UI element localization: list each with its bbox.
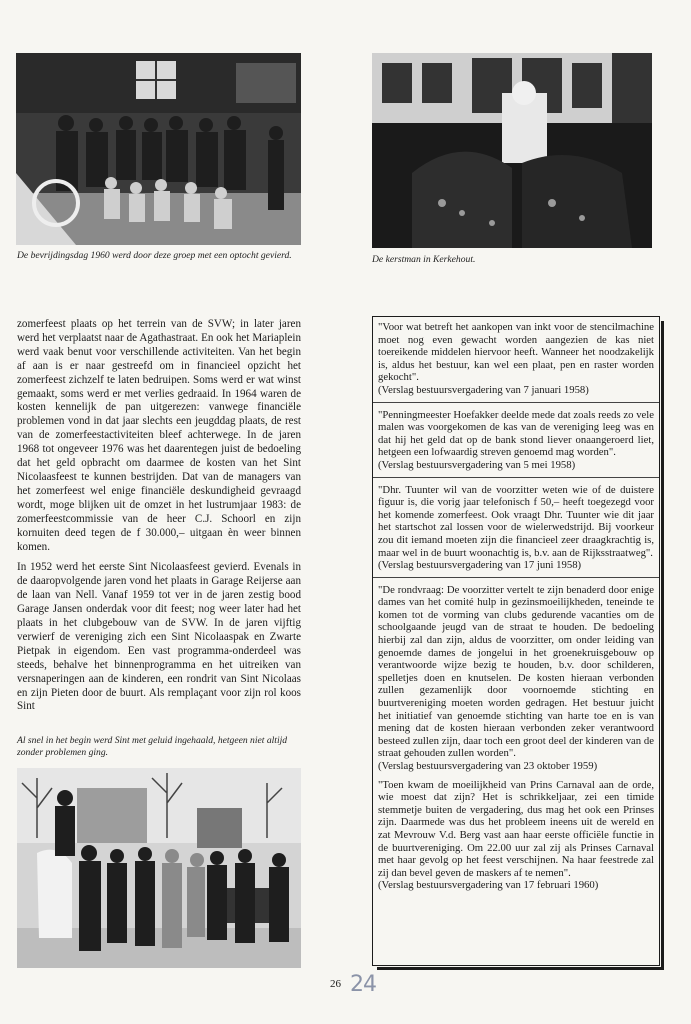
minutes-quotes-box — [372, 316, 660, 966]
caption-santa-kerkehout: De kerstman in Kerkehout. — [372, 254, 476, 265]
quote-text: "Toen kwam de moeilijkheid van Prins Carnaval aan de orde, wie moest dat zijn? Het is schrikkeljaar, zei een timide stemmetje buiten de vergadering, dus mag het ook een Prinses zijn. Daarmede was dus het probleem ineens uit de wereld en zat Mevrouw V.d. Berg vast aan haar eerste officiële functie in de buurtvereniging. Om 22.00 uur zal zij als Prinses Carnaval met haar gevolg op het feest verschijnen. Na haar feestrede zal zij dan bevel geven de maskers af te nemen". — [378, 778, 654, 879]
quote-source: (Verslag bestuursvergadering van 7 januari 1958) — [378, 383, 589, 396]
caption-sint-arrival: Al snel in het begin werd Sint met geluid ingehaald, hetgeen niet altijd zonder problemen ging. — [17, 735, 288, 758]
quote-divider — [373, 577, 659, 578]
minutes-quote — [378, 409, 654, 478]
minutes-quote — [378, 779, 654, 892]
quote-text: "Voor wat betreft het aankopen van inkt voor de stencilmachine moet nog even gewacht worden aangezien de kas niet toereikende middelen hiervoor heeft. Wanneer het noodzakelijk is, aldus het bestuur, kan wel een plaat, pen en raster worden gekocht". — [378, 321, 654, 384]
minutes-quote — [378, 321, 654, 403]
quote-divider — [373, 402, 659, 403]
quote-text: "De rondvraag: De voorzitter vertelt te zijn benaderd door enige dames van het comité hulp in gezinsmoeilijkheden, teneinde te komen tot de vorming van clubs gedurende vacanties om de schoolgaande jeugd van de straat te houden. De bedoeling hierbij zal dan zijn, aldus de voorzitter, om onder leiding van genoemde dames de jongelui in het groenekruisgebouw op verantwoorde wijze bezig te houden, b.v. door schilderen, spelletjes doen en knutselen. De kosten hieraan verbonden zullen gezamenlijk door voornoemde stichting en buurtvereniging moeten worden gedragen. Het bestuur juicht het initiatief van genoemde stichting van harte toe en is van mening dat de kosten hieraan verbonden zeker verantwoord besteed zullen zijn, daar toch een groot deel der kinderen van de straat gehouden zullen worden". — [378, 583, 654, 760]
quote-text: "Penningmeester Hoefakker deelde mede dat zoals reeds zo vele malen was voorgekomen de kas van de vereniging leeg was en dat hij het geld dat op de bank stond liever onaangeroerd liet, hetgeen een lofwaardig streven genoemd mag worden". — [378, 408, 654, 459]
photo-santa-kerkehout — [372, 53, 652, 248]
page-number: 26 — [330, 978, 341, 990]
quote-source: (Verslag bestuursvergadering van 17 februari 1960) — [378, 879, 599, 892]
quote-source: (Verslag bestuursvergadering van 23 oktober 1959) — [378, 760, 598, 772]
quote-source: (Verslag bestuursvergadering van 17 juni 1958) — [378, 559, 582, 572]
photo-sint-nicolaas-arrival — [17, 768, 301, 968]
article-paragraph: In 1952 werd het eerste Sint Nicolaasfeest gevierd. Evenals in de daaropvolgende jaren vond het plaats in Garage Reijerse aan de laan van Nell. Vanaf 1959 tot ver in de jaren zestig bood Garage Jansen onderdak voor dit feest; nog weer later had het plaats in het clubgebouw van de SVW. In de jaren vijftig verwierf de vereniging zich een Sint Nicolaaspak en Zwarte Pietpak in eigendom. Een vast programma-onderdeel was steeds, behalve het binnenprogramma en het uitreiken van versnaperingen aan de kinderen, een rondrit van Sint Nicolaas en zijn Pieten door de buurt. Als remplaçant voor zijn rol koos Sint — [17, 561, 301, 713]
minutes-quote — [378, 484, 654, 578]
minutes-quote — [378, 584, 654, 773]
quote-source: (Verslag bestuursvergadering van 5 mei 1958) — [378, 458, 576, 471]
article-text-column — [17, 318, 301, 721]
handwritten-page-number: 24 — [350, 972, 376, 997]
article-paragraph: zomerfeest plaats op het terrein van de SVW; in later jaren werd het verplaatst naar de Agathastraat. En ook het Mariaplein werd vaak benut voor verschillende activiteiten. Van het begin af aan is er naar gestreefd om in financieel opzicht het zomerfeest zichzelf te laten bedruipen. Soms werd er wat winst gemaakt, soms werd er met verlies gedraaid. In 1964 waren de kosten kennelijk de pan uitgerezen: vanwege financiële problemen vond in dat jaar slechts een jeugddag plaats, de rest van de zomerfeestactiviteiten bleef achterwege. In de jaren 1968 tot ongeveer 1976 was het daarentegen juist de bedoeling dat het geld opbracht om daarmee de kosten van het Sint Nicolaasfeest te kunnen bestrijden. Dat van de managers van het zomerfeest wel enige financiële deskundigheid gevraagd wordt, moge blijken uit de omzet in het lustrumjaar 1983: de zomerfeestcommissie van de heer C.J. Schoorl en zijn kornuiten deed tegen de f 30.000,– uitgaan èn weer binnen komen. — [17, 318, 301, 553]
photo-liberation-day-group — [16, 53, 301, 245]
quote-divider — [373, 477, 659, 478]
caption-liberation-day: De bevrijdingsdag 1960 werd door deze groep met een optocht gevierd. — [17, 250, 292, 261]
quote-text: "Dhr. Tuunter wil van de voorzitter weten wie of de duistere figuur is, die vorig jaar telefonisch f 50,– heeft toegezegd voor het komende zomerfeest. Ook vraagt Dhr. Tuunter wie dit jaar het startschot zal lossen voor de wielerwedstrijd. Bij voorkeur zou dit iemand moeten zijn die financieel zeer draagkrachtig is, maar wel in de buurt woonachtig is, b.v. aan de Rijksstraatweg". — [378, 483, 654, 559]
